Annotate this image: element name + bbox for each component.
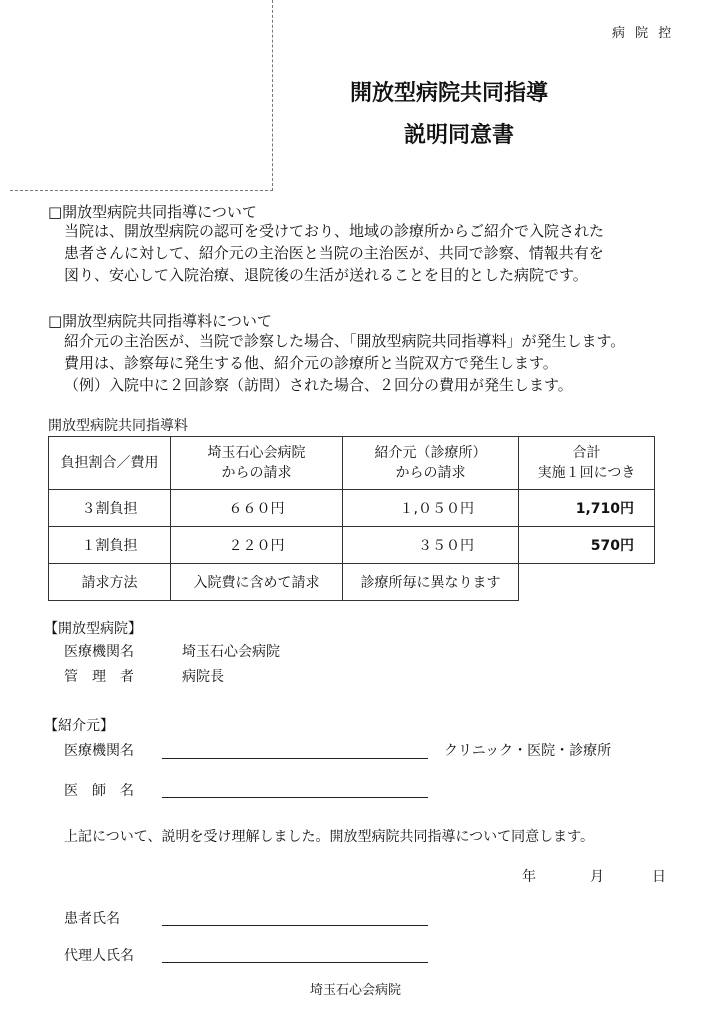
table-row — [49, 527, 655, 564]
section2-line: 費用は、診察毎に発生する他、紹介元の診療所と当院双方で発生します。 — [64, 354, 558, 372]
clinic-fee: ３５０円 — [343, 527, 519, 564]
billing-clinic: 診療所毎に異なります — [343, 564, 519, 601]
open-hospital-heading: 【開放型病院】 — [44, 621, 142, 637]
page-subtitle: 説明同意書 — [404, 123, 515, 148]
row-label: ３割負担 — [49, 490, 171, 527]
col-header-total-line2: 実施１回につき — [537, 465, 636, 481]
day-label: 日 — [652, 869, 666, 885]
month-label: 月 — [590, 869, 604, 885]
billing-hospital: 入院費に含めて請求 — [171, 564, 343, 601]
patient-name-label: 患者氏名 — [64, 911, 120, 927]
section2-heading: □開放型病院共同指導料について — [48, 312, 272, 330]
billing-label: 請求方法 — [49, 564, 171, 601]
year-label: 年 — [522, 869, 536, 885]
col-header-total-line1: 合計 — [572, 445, 601, 461]
referrer-doctor-label: 医 師 名 — [64, 783, 134, 799]
section1-body — [64, 220, 604, 286]
manager-label: 管 理 者 — [64, 669, 134, 685]
col-header-total — [519, 437, 655, 490]
col-header-burden: 負担割合／費用 — [49, 437, 171, 490]
col-header-hospital-line1: 埼玉石心会病院 — [207, 445, 306, 461]
institution-label: 医療機関名 — [64, 644, 134, 660]
total-fee: 570円 — [519, 527, 655, 564]
section2-body — [64, 330, 625, 396]
clinic-fee: １,０５０円 — [343, 490, 519, 527]
institution-value: 埼玉石心会病院 — [182, 644, 280, 660]
referrer-heading: 【紹介元】 — [44, 718, 114, 734]
referrer-institution-suffix: クリニック・医院・診療所 — [444, 743, 612, 759]
hospital-fee: ２２０円 — [171, 527, 343, 564]
col-header-clinic-line1: 紹介元（診療所） — [374, 445, 487, 461]
consent-statement: 上記について、説明を受け理解しました。開放型病院共同指導について同意します。 — [64, 829, 595, 845]
section1-line: 図り、安心して入院治療、退院後の生活が送れることを目的とした病院です。 — [64, 266, 588, 284]
empty-cell — [519, 564, 655, 601]
table-row — [49, 490, 655, 527]
section2-line: （例）入院中に２回診察（訪問）された場合、２回分の費用が発生します。 — [64, 376, 573, 394]
section1-heading: □開放型病院共同指導について — [48, 203, 257, 221]
table-header-row — [49, 437, 655, 490]
referrer-institution-field[interactable] — [162, 758, 428, 759]
fee-table-caption: 開放型病院共同指導料 — [48, 418, 188, 434]
referrer-doctor-field[interactable] — [162, 797, 428, 798]
referrer-institution-label: 医療機関名 — [64, 743, 134, 759]
col-header-hospital-line2: からの請求 — [221, 465, 292, 481]
section1-line: 患者さんに対して、紹介元の主治医と当院の主治医が、共同で診察、情報共有を — [64, 244, 604, 262]
fee-table — [48, 436, 655, 601]
manager-value: 病院長 — [182, 669, 224, 685]
table-row-billing — [49, 564, 655, 601]
section1-line: 当院は、開放型病院の認可を受けており、地域の診療所からご紹介で入院された — [64, 222, 605, 240]
proxy-name-label: 代理人氏名 — [64, 948, 134, 964]
page-title: 開放型病院共同指導 — [350, 81, 549, 106]
total-fee: 1,710円 — [519, 490, 655, 527]
stamp-box — [10, 0, 273, 191]
row-label: １割負担 — [49, 527, 171, 564]
hospital-copy-label: 病 院 控 — [612, 26, 675, 41]
proxy-name-field[interactable] — [162, 962, 428, 963]
col-header-clinic-line2: からの請求 — [395, 465, 466, 481]
col-header-clinic — [343, 437, 519, 490]
hospital-fee: ６６０円 — [171, 490, 343, 527]
footer-hospital: 埼玉石心会病院 — [310, 983, 402, 998]
col-header-hospital — [171, 437, 343, 490]
patient-name-field[interactable] — [162, 925, 428, 926]
section2-line: 紹介元の主治医が、当院で診察した場合、「開放型病院共同指導料」が発生します。 — [64, 332, 626, 350]
